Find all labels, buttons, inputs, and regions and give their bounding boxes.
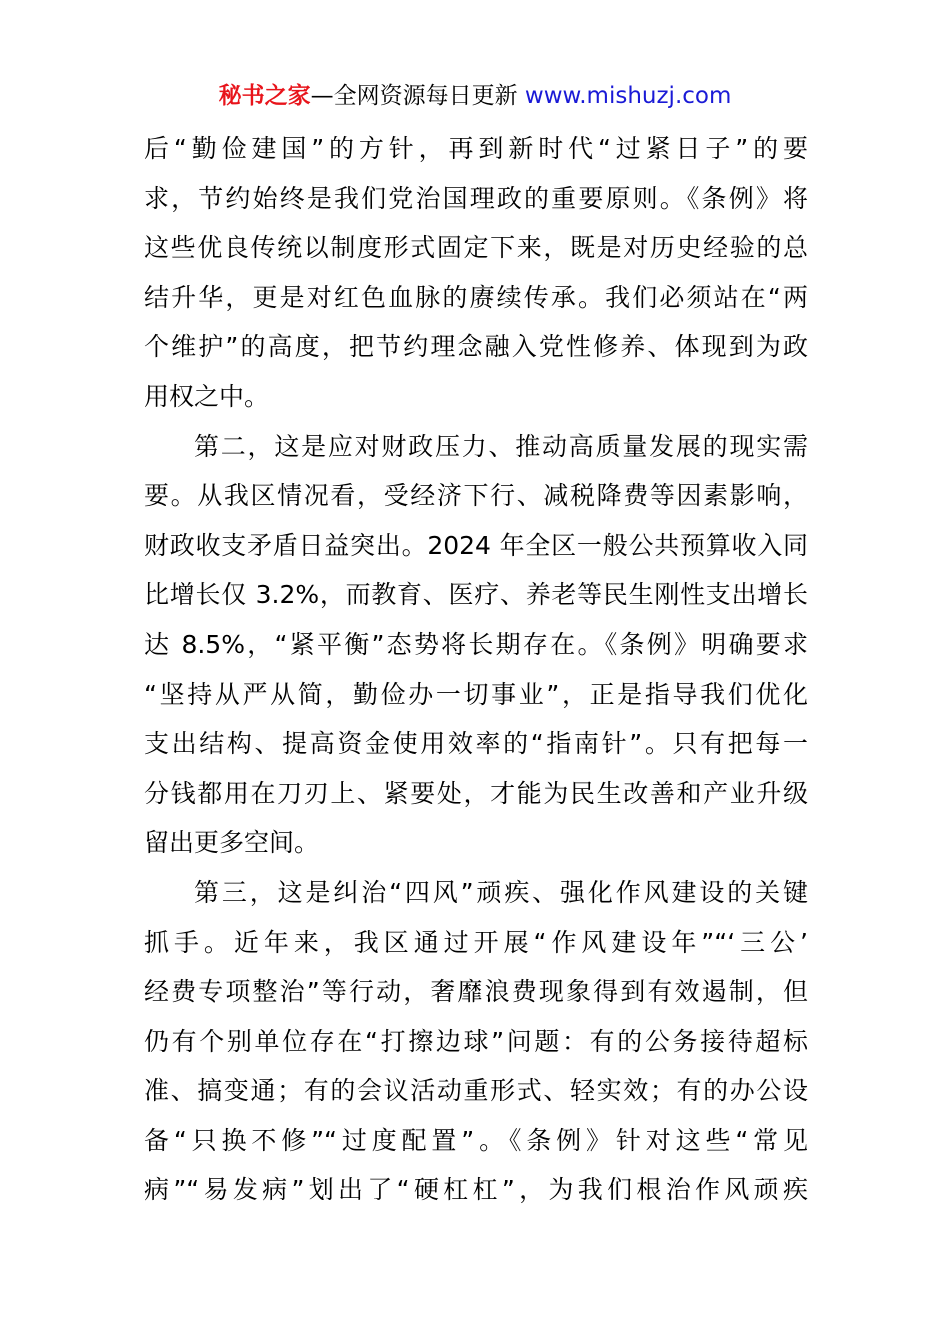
site-tagline: —全网资源每日更新 xyxy=(310,83,525,109)
text-line: 这些优良传统以制度形式固定下来，既是对历史经验的总 xyxy=(144,233,808,263)
text-line: 比增长仅 3.2%，而教育、医疗、养老等民生刚性支出增长 xyxy=(144,580,808,610)
text-line: 仍有个别单位存在“打擦边球”问题：有的公务接待超标 xyxy=(144,1026,808,1056)
text-line: 准、搞变通；有的会议活动重形式、轻实效；有的办公设 xyxy=(144,1076,808,1106)
site-url[interactable]: www.mishuzj.com xyxy=(524,83,732,109)
text-line: 个维护”的高度，把节约理念融入党性修养、体现到为政 xyxy=(144,332,808,362)
paragraph-3 xyxy=(144,868,808,1215)
text-line: 第三，这是纠治“四风”顽疾、强化作风建设的关键 xyxy=(194,877,808,907)
text-line: 用权之中。 xyxy=(144,381,270,411)
text-line: “坚持从严从简，勤俭办一切事业”，正是指导我们优化 xyxy=(144,679,808,709)
text-line: 要。从我区情况看，受经济下行、减税降费等因素影响， xyxy=(144,481,808,511)
text-line: 支出结构、提高资金使用效率的“指南针”。只有把每一 xyxy=(144,729,808,759)
paragraph-1 xyxy=(144,124,808,422)
site-brand: 秘书之家 xyxy=(218,83,311,109)
paragraph-2 xyxy=(144,422,808,868)
text-line: 结升华，更是对红色血脉的赓续传承。我们必须站在“两 xyxy=(144,282,808,312)
text-line: 财政收支矛盾日益突出。2024 年全区一般公共预算收入同 xyxy=(144,530,808,560)
text-line: 求，节约始终是我们党治国理政的重要原则。《条例》将 xyxy=(144,183,808,213)
text-line: 经费专项整治”等行动，奢靡浪费现象得到有效遏制，但 xyxy=(144,977,808,1007)
text-line: 备“只换不修”“过度配置”。《条例》针对这些“常见 xyxy=(144,1125,808,1155)
text-line: 抓手。近年来，我区通过开展“作风建设年”“‘三公’ xyxy=(144,927,808,957)
text-line: 病”“易发病”划出了“硬杠杠”，为我们根治作风顽疾 xyxy=(144,1175,808,1205)
text-line: 分钱都用在刀刃上、紧要处，才能为民生改善和产业升级 xyxy=(144,778,808,808)
text-line: 达 8.5%，“紧平衡”态势将长期存在。《条例》明确要求 xyxy=(144,629,808,659)
text-line: 留出更多空间。 xyxy=(144,828,320,858)
text-line: 第二，这是应对财政压力、推动高质量发展的现实需 xyxy=(194,431,808,461)
text-line: 后“勤俭建国”的方针，再到新时代“过紧日子”的要 xyxy=(144,134,808,163)
page-header xyxy=(0,80,950,112)
document-body xyxy=(144,124,808,1215)
